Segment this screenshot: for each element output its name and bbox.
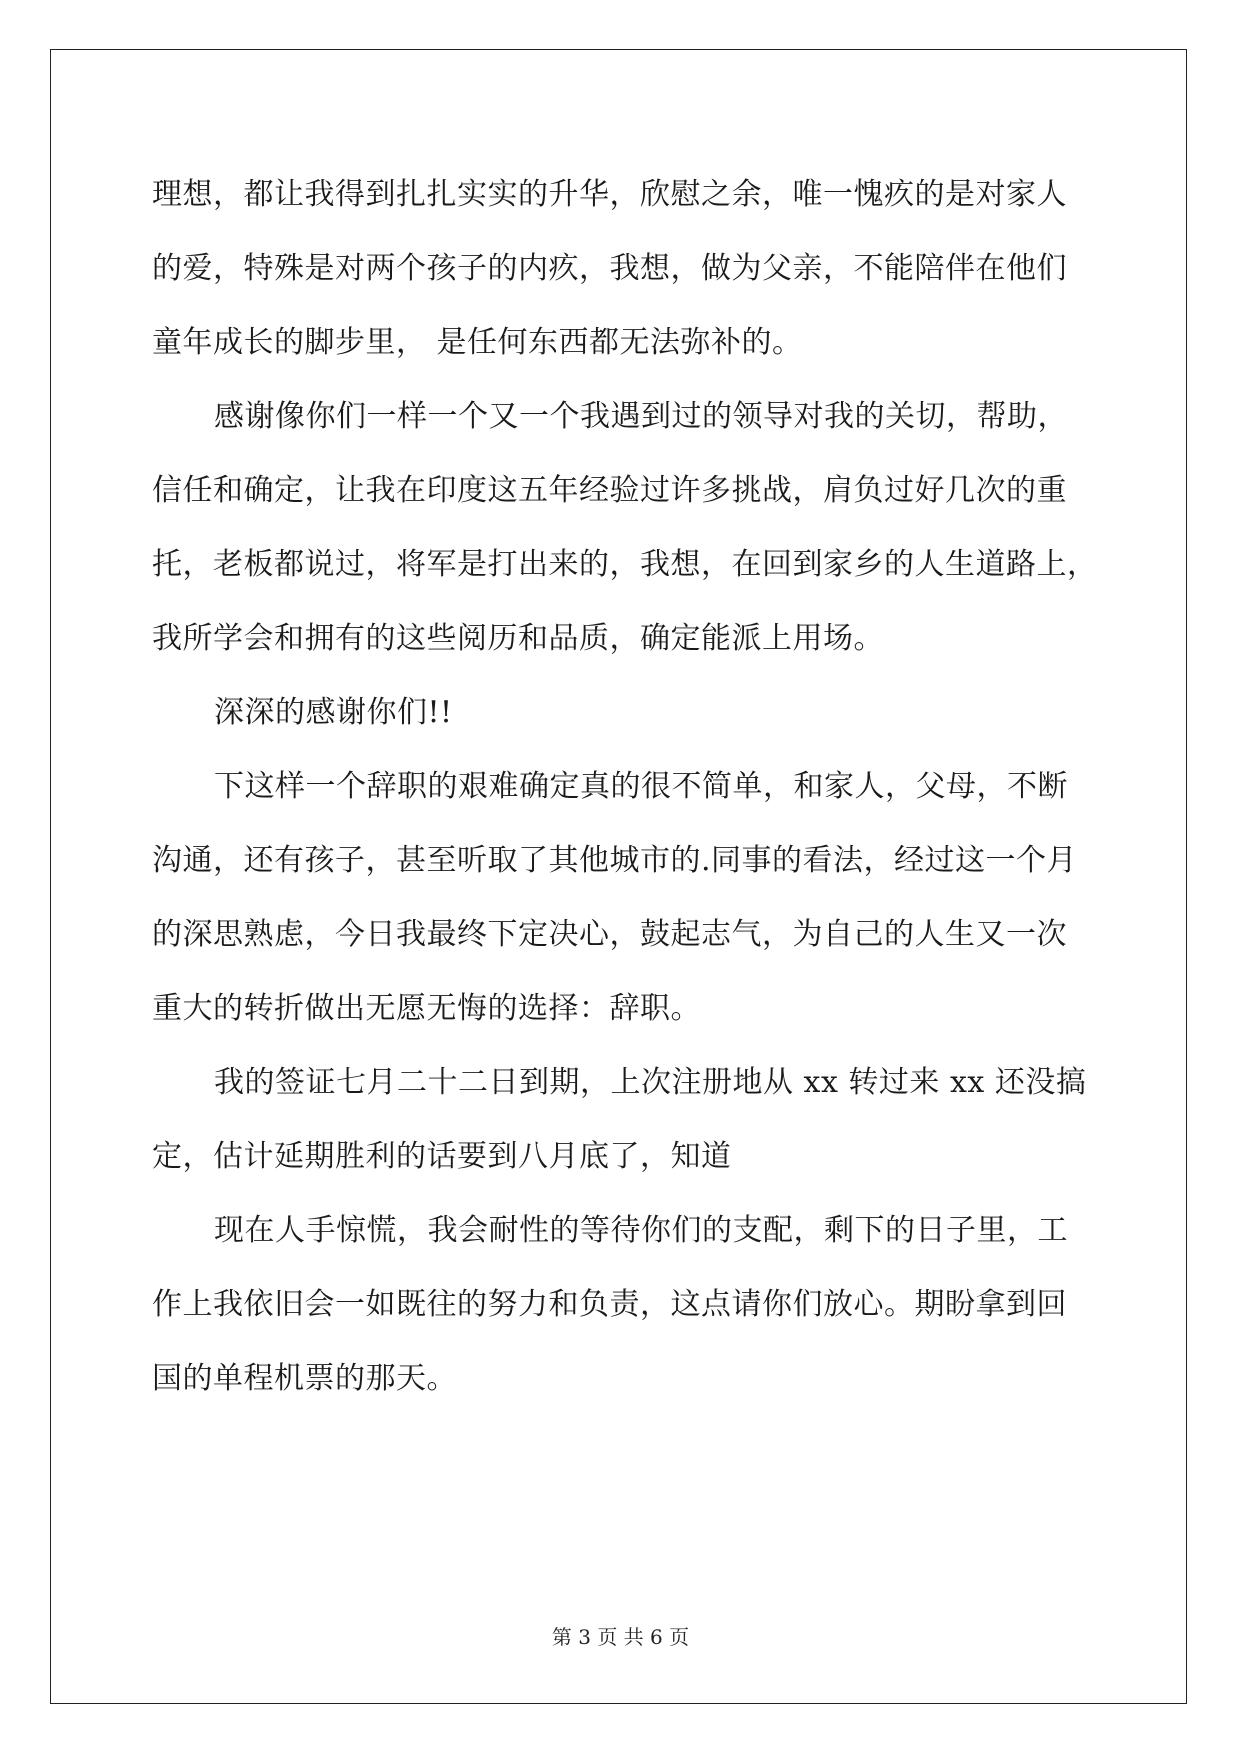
body-line: 重大的转折做出无愿无悔的选择：辞职。 xyxy=(152,991,701,1026)
document-body xyxy=(152,158,1098,1416)
page-number-footer: 第 3 页 共 6 页 xyxy=(551,1625,690,1649)
paragraph-start-line: 感谢像你们一样一个又一个我遇到过的领导对我的关切，帮助， xyxy=(214,399,1068,434)
paragraph-start-line: 我的签证七月二十二日到期，上次注册地从 xx 转过来 xx 还没搞 xyxy=(214,1065,1087,1100)
paragraph-start-line: 深深的感谢你们!! xyxy=(214,695,453,730)
body-line: 沟通，还有孩子，甚至听取了其他城市的.同事的看法，经过这一个月 xyxy=(152,843,1078,878)
body-line: 的爱，特殊是对两个孩子的内疚，我想，做为父亲，不能陪伴在他们 xyxy=(152,251,1067,286)
body-line: 信任和确定，让我在印度这五年经验过许多挑战，肩负过好几次的重 xyxy=(152,473,1067,508)
body-line: 童年成长的脚步里， 是任何东西都无法弥补的。 xyxy=(152,325,803,360)
body-line: 国的单程机票的那天。 xyxy=(152,1361,457,1396)
body-line: 定，估计延期胜利的话要到八月底了，知道 xyxy=(152,1139,732,1174)
paragraph-start-line: 现在人手惊慌，我会耐性的等待你们的支配，剩下的日子里，工 xyxy=(214,1213,1068,1248)
body-line: 作上我依旧会一如既往的努力和负责，这点请你们放心。期盼拿到回 xyxy=(152,1287,1067,1322)
body-line: 托，老板都说过，将军是打出来的，我想，在回到家乡的人生道路上， xyxy=(152,547,1098,582)
body-line: 的深思熟虑，今日我最终下定决心，鼓起志气，为自己的人生又一次 xyxy=(152,917,1067,952)
body-line: 理想，都让我得到扎扎实实的升华，欣慰之余，唯一愧疚的是对家人 xyxy=(152,177,1067,212)
body-line: 我所学会和拥有的这些阅历和品质，确定能派上用场。 xyxy=(152,621,884,656)
paragraph-start-line: 下这样一个辞职的艰难确定真的很不简单，和家人，父母，不断 xyxy=(214,769,1068,804)
